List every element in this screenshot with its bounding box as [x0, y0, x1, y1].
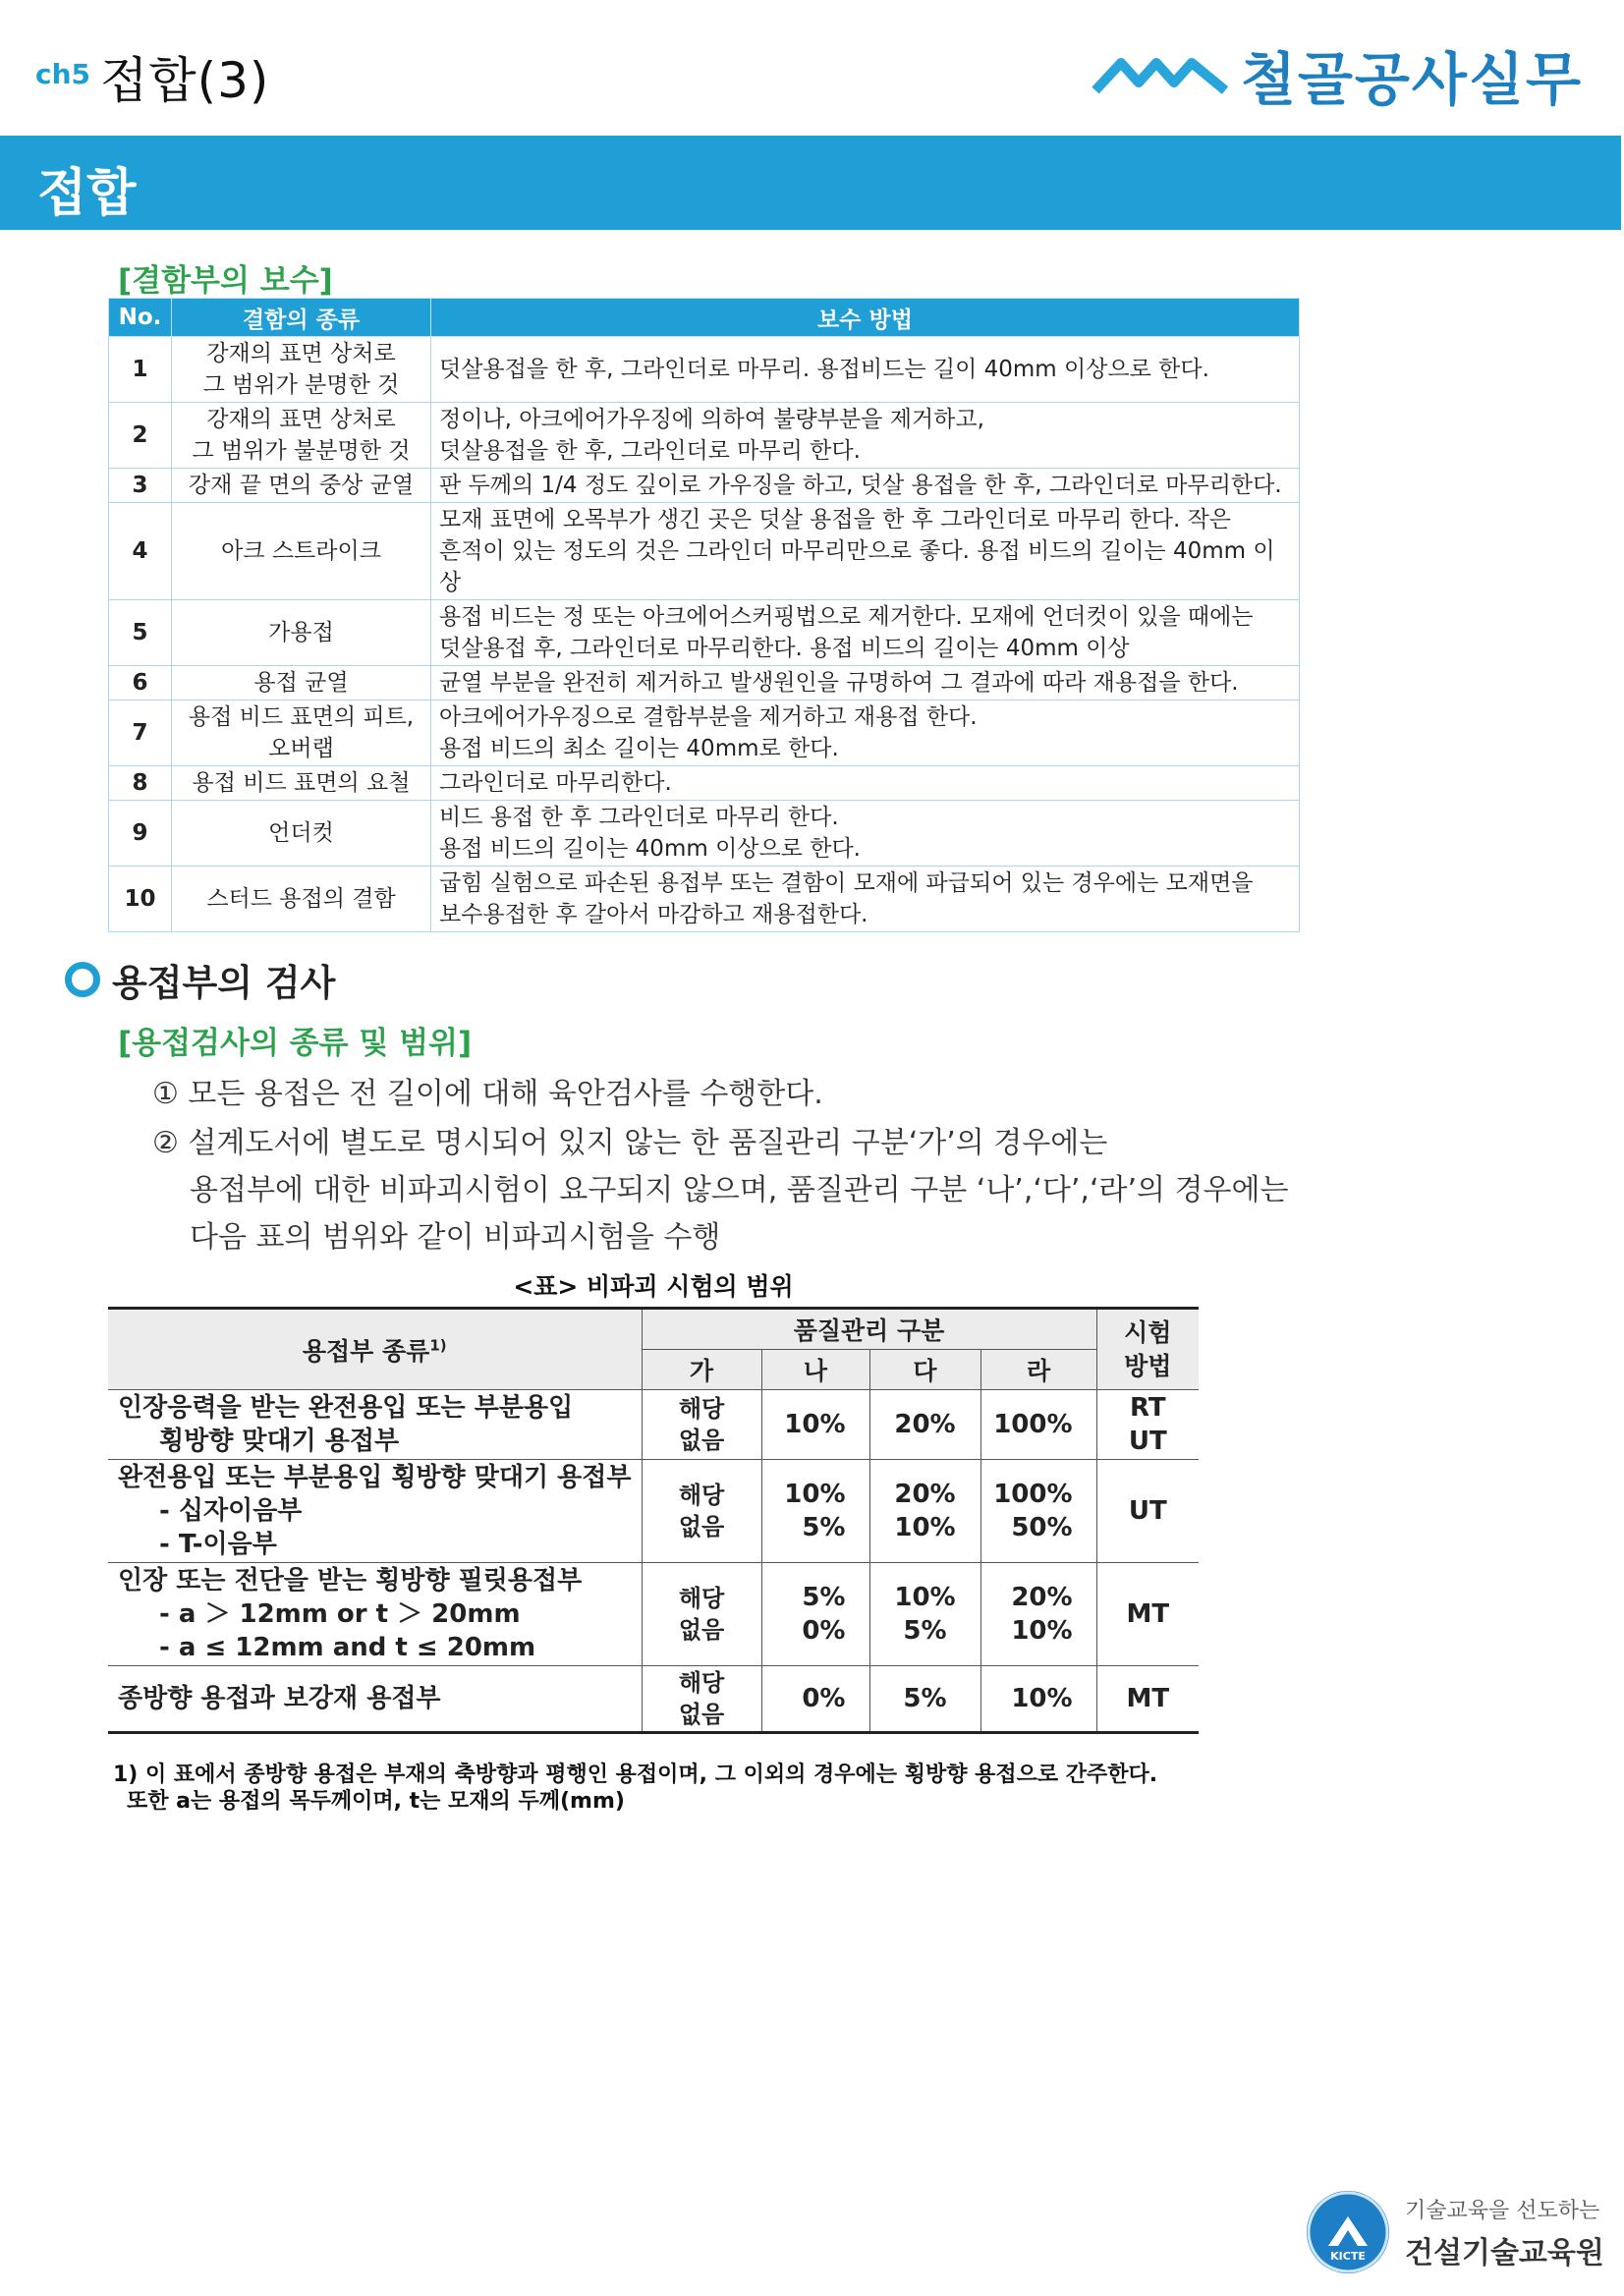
- repair-no: 6: [109, 666, 172, 700]
- ndt-grade-ra: 100% 50%: [980, 1460, 1096, 1563]
- repair-kind: 가용접: [172, 600, 431, 666]
- paragraph-1: ① 모든 용접은 전 길이에 대해 육안검사를 수행한다.: [152, 1077, 823, 1111]
- wave-logo-icon: [1092, 53, 1229, 96]
- chapter-number: ch5: [35, 58, 91, 90]
- col-grade-ga: 가: [642, 1350, 761, 1390]
- repair-method: 비드 용접 한 후 그라인더로 마무리 한다. 용접 비드의 길이는 40mm 이상으로 한다.: [431, 801, 1300, 867]
- repair-no: 1: [109, 337, 172, 403]
- repair-row: [109, 600, 1300, 666]
- repair-method: 판 두께의 1/4 정도 깊이로 가우징을 하고, 덧살 용접을 한 후, 그라인더로 마무리한다.: [431, 469, 1300, 503]
- col-quality-class: 품질관리 구분: [642, 1309, 1096, 1350]
- repair-row: [109, 867, 1300, 932]
- col-test-method: 시험 방법: [1096, 1309, 1199, 1390]
- repair-method: 덧살용접을 한 후, 그라인더로 마무리. 용접비드는 길이 40mm 이상으로 한다.: [431, 337, 1300, 403]
- repair-method: 아크에어가우징으로 결함부분을 제거하고 재용접 한다. 용접 비드의 최소 길이는 40mm로 한다.: [431, 700, 1300, 766]
- ndt-weld-kind: 인장 또는 전단을 받는 횡방향 필릿용접부 - a ＞ 12mm or t ＞ 20mm - a ≤ 12mm and t ≤ 20mm: [108, 1563, 642, 1666]
- ndt-header-row-1: [108, 1309, 1199, 1350]
- repair-row: [109, 666, 1300, 700]
- repair-no: 8: [109, 766, 172, 801]
- footnote-line-1: 1) 이 표에서 종방향 용접은 부재의 축방향과 평행인 용접이며, 그 이외의 경우에는 횡방향 용접으로 간주한다.: [113, 1763, 1158, 1787]
- ndt-grade-na: 0%: [761, 1666, 869, 1733]
- repair-no: 2: [109, 403, 172, 469]
- ndt-grade-da: 5%: [869, 1666, 980, 1733]
- repair-method: 정이나, 아크에어가우징에 의하여 불량부분을 제거하고, 덧살용접을 한 후, 그라인더로 마무리 한다.: [431, 403, 1300, 469]
- repair-kind: 언더컷: [172, 801, 431, 867]
- ndt-row: [108, 1390, 1199, 1460]
- footer-org-name: 건설기술교육원: [1405, 2235, 1604, 2270]
- ndt-grade-ra: 20% 10%: [980, 1563, 1096, 1666]
- repair-row: [109, 337, 1300, 403]
- repair-method: 모재 표면에 오목부가 생긴 곳은 덧살 용접을 한 후 그라인더로 마무리 한다. 작은 흔적이 있는 정도의 것은 그라인더 마무리만으로 좋다. 용접 비드의 길이는 40mm 이상: [431, 503, 1300, 600]
- table-caption: <표> 비파괴 시험의 범위: [513, 1272, 794, 1301]
- ndt-row: [108, 1666, 1199, 1733]
- repair-row: [109, 503, 1300, 600]
- col-grade-da: 다: [869, 1350, 980, 1390]
- ndt-grade-ga: 해당 없음: [642, 1666, 761, 1733]
- repair-row: [109, 469, 1300, 503]
- circle-bullet-icon: [65, 962, 100, 997]
- col-grade-na: 나: [761, 1350, 869, 1390]
- ndt-method: UT: [1096, 1460, 1199, 1563]
- repair-no: 5: [109, 600, 172, 666]
- footer-logo: [1307, 2191, 1604, 2273]
- repair-no: 9: [109, 801, 172, 867]
- ndt-method: RT UT: [1096, 1390, 1199, 1460]
- inspection-heading: [용접검사의 종류 및 범위]: [118, 1026, 473, 1061]
- paragraph-2-line-3: 다음 표의 범위와 같이 비파괴시험을 수행: [190, 1220, 721, 1255]
- ndt-grade-da: 20% 10%: [869, 1460, 980, 1563]
- section-bar-title: 접합: [37, 164, 137, 223]
- col-kind: 결함의 종류: [172, 299, 431, 337]
- ndt-grade-ra: 100%: [980, 1390, 1096, 1460]
- col-method: 보수 방법: [431, 299, 1300, 337]
- ndt-grade-ra: 10%: [980, 1666, 1096, 1733]
- repair-method: 그라인더로 마무리한다.: [431, 766, 1300, 801]
- repair-kind: 아크 스트라이크: [172, 503, 431, 600]
- repair-heading: [결함부의 보수]: [118, 263, 333, 299]
- ndt-grade-ga: 해당 없음: [642, 1460, 761, 1563]
- repair-table: [108, 298, 1300, 932]
- ndt-row: [108, 1460, 1199, 1563]
- repair-method: 균열 부분을 완전히 제거하고 발생원인을 규명하여 그 결과에 따라 재용접을 한다.: [431, 666, 1300, 700]
- repair-header-row: [109, 299, 1300, 337]
- repair-kind: 강재의 표면 상처로 그 범위가 불분명한 것: [172, 403, 431, 469]
- brand-name: 철골공사실무: [1240, 46, 1583, 113]
- repair-row: [109, 801, 1300, 867]
- brand-logo: [1092, 33, 1583, 116]
- repair-method: 굽힘 실험으로 파손된 용접부 또는 결함이 모재에 파급되어 있는 경우에는 모재면을 보수용접한 후 갈아서 마감하고 재용접한다.: [431, 867, 1300, 932]
- ndt-method: MT: [1096, 1563, 1199, 1666]
- inspection-section-title: 용접부의 검사: [112, 962, 336, 1004]
- repair-kind: 용접 균열: [172, 666, 431, 700]
- col-weld-kind: 용접부 종류$^{1)}$: [108, 1309, 642, 1390]
- ndt-weld-kind: 종방향 용접과 보강재 용접부: [108, 1666, 642, 1733]
- repair-kind: 스터드 용접의 결함: [172, 867, 431, 932]
- repair-kind: 용접 비드 표면의 요철: [172, 766, 431, 801]
- repair-row: [109, 403, 1300, 469]
- ndt-grade-da: 10% 5%: [869, 1563, 980, 1666]
- repair-no: 4: [109, 503, 172, 600]
- repair-no: 7: [109, 700, 172, 766]
- repair-no: 3: [109, 469, 172, 503]
- ndt-method: MT: [1096, 1666, 1199, 1733]
- page-title: 접합(3): [100, 52, 270, 109]
- ndt-table: [108, 1307, 1199, 1734]
- kicte-emblem-icon: [1307, 2191, 1389, 2273]
- footer-slogan: 기술교육을 선도하는: [1405, 2198, 1600, 2223]
- paragraph-2-line-2: 용접부에 대한 비파괴시험이 요구되지 않으며, 품질관리 구분 ‘나’,‘다’,‘라’의 경우에는: [190, 1173, 1289, 1207]
- col-grade-ra: 라: [980, 1350, 1096, 1390]
- ndt-grade-da: 20%: [869, 1390, 980, 1460]
- repair-kind: 용접 비드 표면의 피트, 오버랩: [172, 700, 431, 766]
- ndt-grade-na: 5% 0%: [761, 1563, 869, 1666]
- repair-no: 10: [109, 867, 172, 932]
- footnote-line-2: 또한 a는 용접의 목두께이며, t는 모재의 두께(mm): [127, 1789, 625, 1814]
- col-no: No.: [109, 299, 172, 337]
- section-bar: [0, 136, 1621, 230]
- ndt-weld-kind: 인장응력을 받는 완전용입 또는 부분용입 횡방향 맞대기 용접부: [108, 1390, 642, 1460]
- ndt-weld-kind: 완전용입 또는 부분용입 횡방향 맞대기 용접부 - 십자이음부 - T-이음부: [108, 1460, 642, 1563]
- repair-kind: 강재 끝 면의 중상 균열: [172, 469, 431, 503]
- chapter-label: [35, 41, 269, 112]
- ndt-row: [108, 1563, 1199, 1666]
- table-footnote: [113, 1762, 1233, 1815]
- repair-method: 용접 비드는 정 또는 아크에어스커핑법으로 제거한다. 모재에 언더컷이 있을 때에는 덧살용접 후, 그라인더로 마무리한다. 용접 비드의 길이는 40mm 이상: [431, 600, 1300, 666]
- repair-kind: 강재의 표면 상처로 그 범위가 분명한 것: [172, 337, 431, 403]
- paragraph-2-line-1: ② 설계도서에 별도로 명시되어 있지 않는 한 품질관리 구분‘가’의 경우에는: [152, 1126, 1108, 1160]
- ndt-grade-ga: 해당 없음: [642, 1563, 761, 1666]
- inspection-section-heading: [65, 953, 335, 1006]
- ndt-grade-na: 10% 5%: [761, 1460, 869, 1563]
- repair-row: [109, 700, 1300, 766]
- ndt-grade-ga: 해당 없음: [642, 1390, 761, 1460]
- emblem-text: KICTE: [1330, 2250, 1366, 2263]
- ndt-grade-na: 10%: [761, 1390, 869, 1460]
- repair-row: [109, 766, 1300, 801]
